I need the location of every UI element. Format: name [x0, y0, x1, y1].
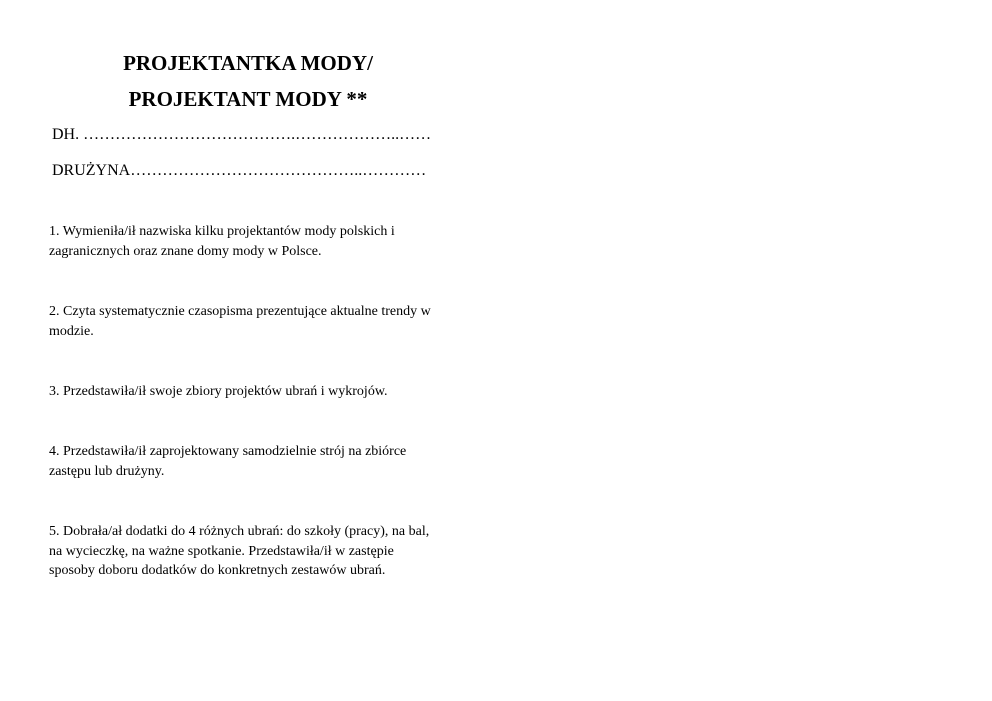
requirement-2	[49, 302, 449, 341]
requirement-5-line-3: sposoby doboru dodatków do konkretnych zestawów ubrań.	[49, 563, 386, 578]
page-title-line-2: PROJEKTANT MODY **	[128, 87, 368, 111]
requirement-4	[49, 442, 449, 481]
requirement-2-line-1: 2. Czyta systematycznie czasopisma prezentujące aktualne trendy w	[49, 304, 431, 319]
druzyna-field: DRUŻYNA……………………………………..…………	[52, 162, 427, 179]
requirement-3-line-1: 3. Przedstawiła/ił swoje zbiory projektów ubrań i wykrojów.	[49, 384, 388, 399]
requirement-5	[49, 522, 449, 581]
page-title-line-1: PROJEKTANTKA MODY/	[123, 51, 373, 75]
requirement-4-line-2: zastępu lub drużyny.	[49, 463, 165, 479]
requirement-1-line-2: zagranicznych oraz znane domy mody w Polsce.	[49, 243, 322, 259]
requirement-5-line-1: 5. Dobrała/ał dodatki do 4 różnych ubrań: do szkoły (pracy), na bal,	[49, 524, 430, 539]
requirement-5-line-2: na wycieczkę, na ważne spotkanie. Przedstawiła/ił w zastępie	[49, 543, 394, 559]
dh-name-field: DH. ………………………………….………………..……	[52, 126, 432, 143]
requirement-4-line-1: 4. Przedstawiła/ił zaprojektowany samodzielnie strój na zbiórce	[49, 444, 407, 459]
requirement-1-line-1: 1. Wymieniła/ił nazwiska kilku projektantów mody polskich i	[49, 224, 395, 239]
requirement-2-line-2: modzie.	[49, 323, 94, 339]
requirement-1	[49, 222, 449, 261]
requirement-3	[49, 382, 449, 402]
